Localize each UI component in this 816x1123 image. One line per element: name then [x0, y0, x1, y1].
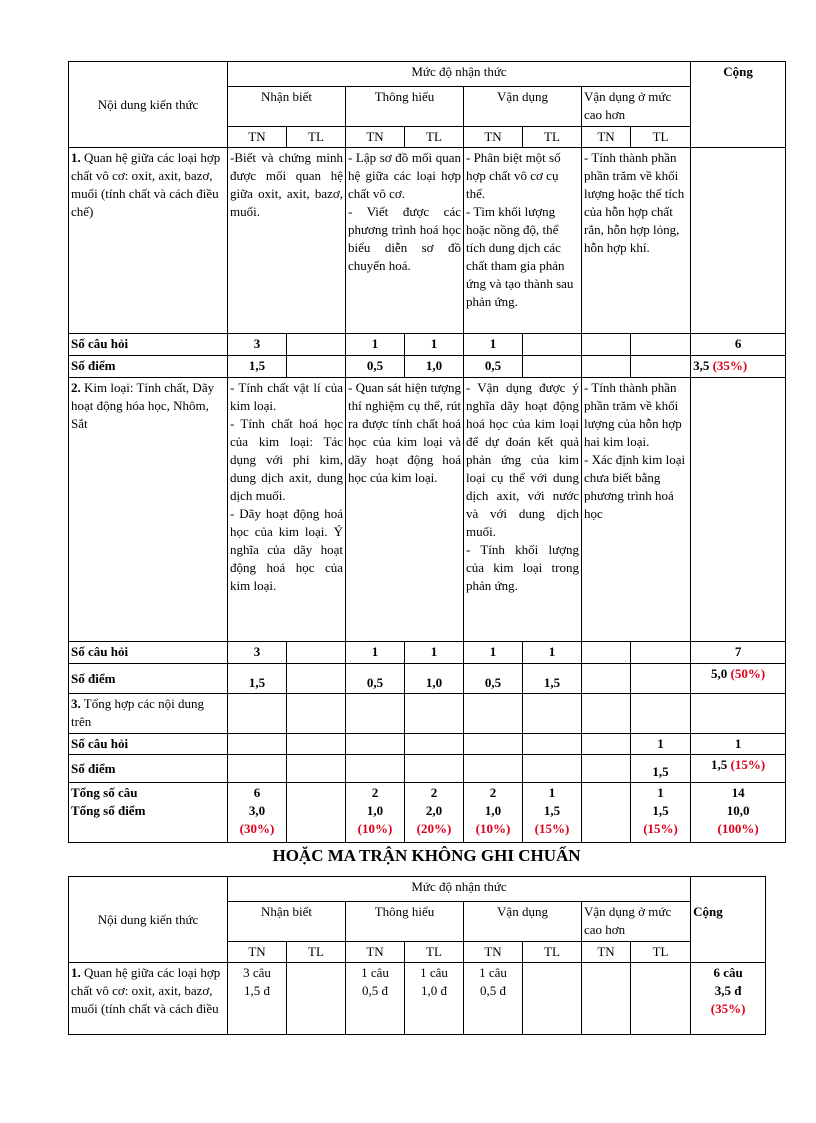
header-tl: TL: [287, 942, 346, 963]
header-tl: TL: [631, 127, 691, 148]
t1-socau-th-tl: 1: [405, 334, 464, 356]
header-tn: TN: [464, 942, 523, 963]
total-vd-tn: 2 1,0 (10%): [464, 783, 523, 843]
t2-diem-th-tn: 0,5: [346, 664, 405, 694]
topic1-van-dung-cao: - Tính thành phần phần trăm về khối lượng hoặc thể tích của hỗn hợp chất rắn, hỗn hợp lỏng, hỗn hợp khí.: [582, 148, 691, 334]
header-van-dung-cao: Vận dụng ở mức cao hơn: [582, 902, 691, 942]
topic1-nhan-biet: -Biết và chứng minh được mối quan hệ giữa oxit, axit, bazơ, muối.: [228, 148, 346, 334]
header-tn: TN: [228, 127, 287, 148]
so-diem-label: Số điểm: [69, 755, 228, 783]
t2-diem-nb-tn: 1,5: [228, 664, 287, 694]
t2-socau-cong: 7: [691, 642, 786, 664]
header-cong: Cộng: [691, 877, 766, 963]
header-nhan-biet: Nhận biết: [228, 87, 346, 127]
header-tl: TL: [405, 127, 464, 148]
so-diem-label: Số điểm: [69, 356, 228, 378]
so-cau-hoi-label: Số câu hỏi: [69, 642, 228, 664]
header-tl: TL: [405, 942, 464, 963]
header-tn: TN: [464, 127, 523, 148]
header-nhan-biet: Nhận biết: [228, 902, 346, 942]
t2-diem-th-tl: 1,0: [405, 664, 464, 694]
header-thong-hieu: Thông hiểu: [346, 87, 464, 127]
matrix-table-1: [68, 61, 786, 843]
s1-nb-tn: 3 câu 1,5 đ: [228, 963, 287, 1035]
total-th-tl: 2 2,0 (20%): [405, 783, 464, 843]
t2-socau-nb-tn: 3: [228, 642, 287, 664]
topic1-title: 1. Quan hệ giữa các loại hợp chất vô cơ: oxit, axit, bazơ, muối (tính chất và cách điều chế): [69, 148, 228, 334]
s1-cong: 6 câu 3,5 đ (35%): [691, 963, 766, 1035]
t1-socau-nb-tn: 3: [228, 334, 287, 356]
so-diem-label: Số điểm: [69, 664, 228, 694]
header-noi-dung: Nội dung kiến thức: [69, 877, 228, 963]
header-van-dung: Vận dụng: [464, 902, 582, 942]
t2-socau-th-tl: 1: [405, 642, 464, 664]
topic2-title: 2. Kim loại: Tính chất, Dãy hoạt động hóa học, Nhôm, Sắt: [69, 378, 228, 642]
second-matrix-title: HOẶC MA TRẬN KHÔNG GHI CHUẨN: [272, 846, 581, 865]
so-cau-hoi-label: Số câu hỏi: [69, 734, 228, 755]
t2-socau-vd-tn: 1: [464, 642, 523, 664]
header-cong: Cộng: [691, 62, 786, 148]
topic2-thong-hieu: - Quan sát hiện tượng thí nghiệm cụ thể, rút ra được tính chất hoá học của kim loại và dãy hoạt động hoá học của kim loại.: [346, 378, 464, 642]
topic1-thong-hieu: - Lập sơ đồ mối quan hệ giữa các loại hợp chất vô cơ. - Viết được các phương trình hoá học biểu diễn sơ đồ chuyển hoá.: [346, 148, 464, 334]
header-van-dung: Vận dụng: [464, 87, 582, 127]
s1-th-tn: 1 câu 0,5 đ: [346, 963, 405, 1035]
header-noi-dung: Nội dung kiến thức: [69, 62, 228, 148]
t2-diem-vd-tl: 1,5: [523, 664, 582, 694]
header-tn: TN: [582, 127, 631, 148]
header-tl: TL: [287, 127, 346, 148]
t1-socau-vd-tn: 1: [464, 334, 523, 356]
header-tn: TN: [228, 942, 287, 963]
header-thong-hieu: Thông hiểu: [346, 902, 464, 942]
matrix-table-2: [68, 876, 766, 1035]
t1-socau-th-tn: 1: [346, 334, 405, 356]
topic1-van-dung: - Phân biệt một số hợp chất vô cơ cụ thể. - Tìm khối lượng hoặc nồng độ, thể tích dung dịch các chất tham gia phản ứng và tạo thành sau phản ứng.: [464, 148, 582, 334]
topic3-title: 3. Tổng hợp các nội dung trên: [69, 694, 228, 734]
s1-vd-tn: 1 câu 0,5 đ: [464, 963, 523, 1035]
t3-socau-vdc-tl: 1: [631, 734, 691, 755]
s1-th-tl: 1 câu 1,0 đ: [405, 963, 464, 1035]
t1-socau-cong: 6: [691, 334, 786, 356]
header-van-dung-cao: Vận dụng ở mức cao hơn: [582, 87, 691, 127]
t1-diem-nb-tn: 1,5: [228, 356, 287, 378]
header-tn: TN: [346, 127, 405, 148]
header-tn: TN: [582, 942, 631, 963]
total-th-tn: 2 1,0 (10%): [346, 783, 405, 843]
second-topic1-title: 1. Quan hệ giữa các loại hợp chất vô cơ: oxit, axit, bazơ, muối (tính chất và cách điều: [69, 963, 228, 1035]
topic2-van-dung: - Vận dụng được ý nghĩa dãy hoạt động hoá học của kim loại để dự đoán kết quả phản ứng của kim loại cụ thể với dung dịch axit, với nước và với dung dịch muối. - Tính khối lượng của kim loại trong phản ứng.: [464, 378, 582, 642]
total-cong: 14 10,0 (100%): [691, 783, 786, 843]
topic2-van-dung-cao: - Tính thành phần phần trăm về khối lượng của hỗn hợp hai kim loại. - Xác định kim loại chưa biết bằng phương trình hoá học: [582, 378, 691, 642]
header-tl: TL: [523, 942, 582, 963]
t2-diem-cong: 5,0 (50%): [691, 664, 786, 694]
t3-socau-cong: 1: [691, 734, 786, 755]
header-muc-do: Mức độ nhận thức: [228, 877, 691, 902]
header-tn: TN: [346, 942, 405, 963]
header-tl: TL: [523, 127, 582, 148]
total-vdc-tl: 1 1,5 (15%): [631, 783, 691, 843]
total-nb-tn: 6 3,0 (30%): [228, 783, 287, 843]
topic1-cong-empty: [691, 148, 786, 334]
t1-diem-th-tl: 1,0: [405, 356, 464, 378]
so-cau-hoi-label: Số câu hỏi: [69, 334, 228, 356]
t1-diem-th-tn: 0,5: [346, 356, 405, 378]
t3-diem-cong: 1,5 (15%): [691, 755, 786, 783]
t1-diem-cong: 3,5 (35%): [691, 356, 786, 378]
topic2-nhan-biet: - Tính chất vật lí của kim loại. - Tính chất hoá học của kim loại: Tác dụng với phi kim, dung dịch axit, dung dịch muối. - Dãy hoạt động hoá học của kim loại. Ý nghĩa của dãy hoạt động hoá học của kim loại.: [228, 378, 346, 642]
t3-diem-vdc-tl: 1,5: [631, 755, 691, 783]
header-tl: TL: [631, 942, 691, 963]
t1-diem-vd-tn: 0,5: [464, 356, 523, 378]
t2-diem-vd-tn: 0,5: [464, 664, 523, 694]
t2-socau-th-tn: 1: [346, 642, 405, 664]
t2-socau-vd-tl: 1: [523, 642, 582, 664]
total-vd-tl: 1 1,5 (15%): [523, 783, 582, 843]
header-muc-do: Mức độ nhận thức: [228, 62, 691, 87]
totals-label: Tổng số câu Tổng số điểm: [69, 783, 228, 843]
